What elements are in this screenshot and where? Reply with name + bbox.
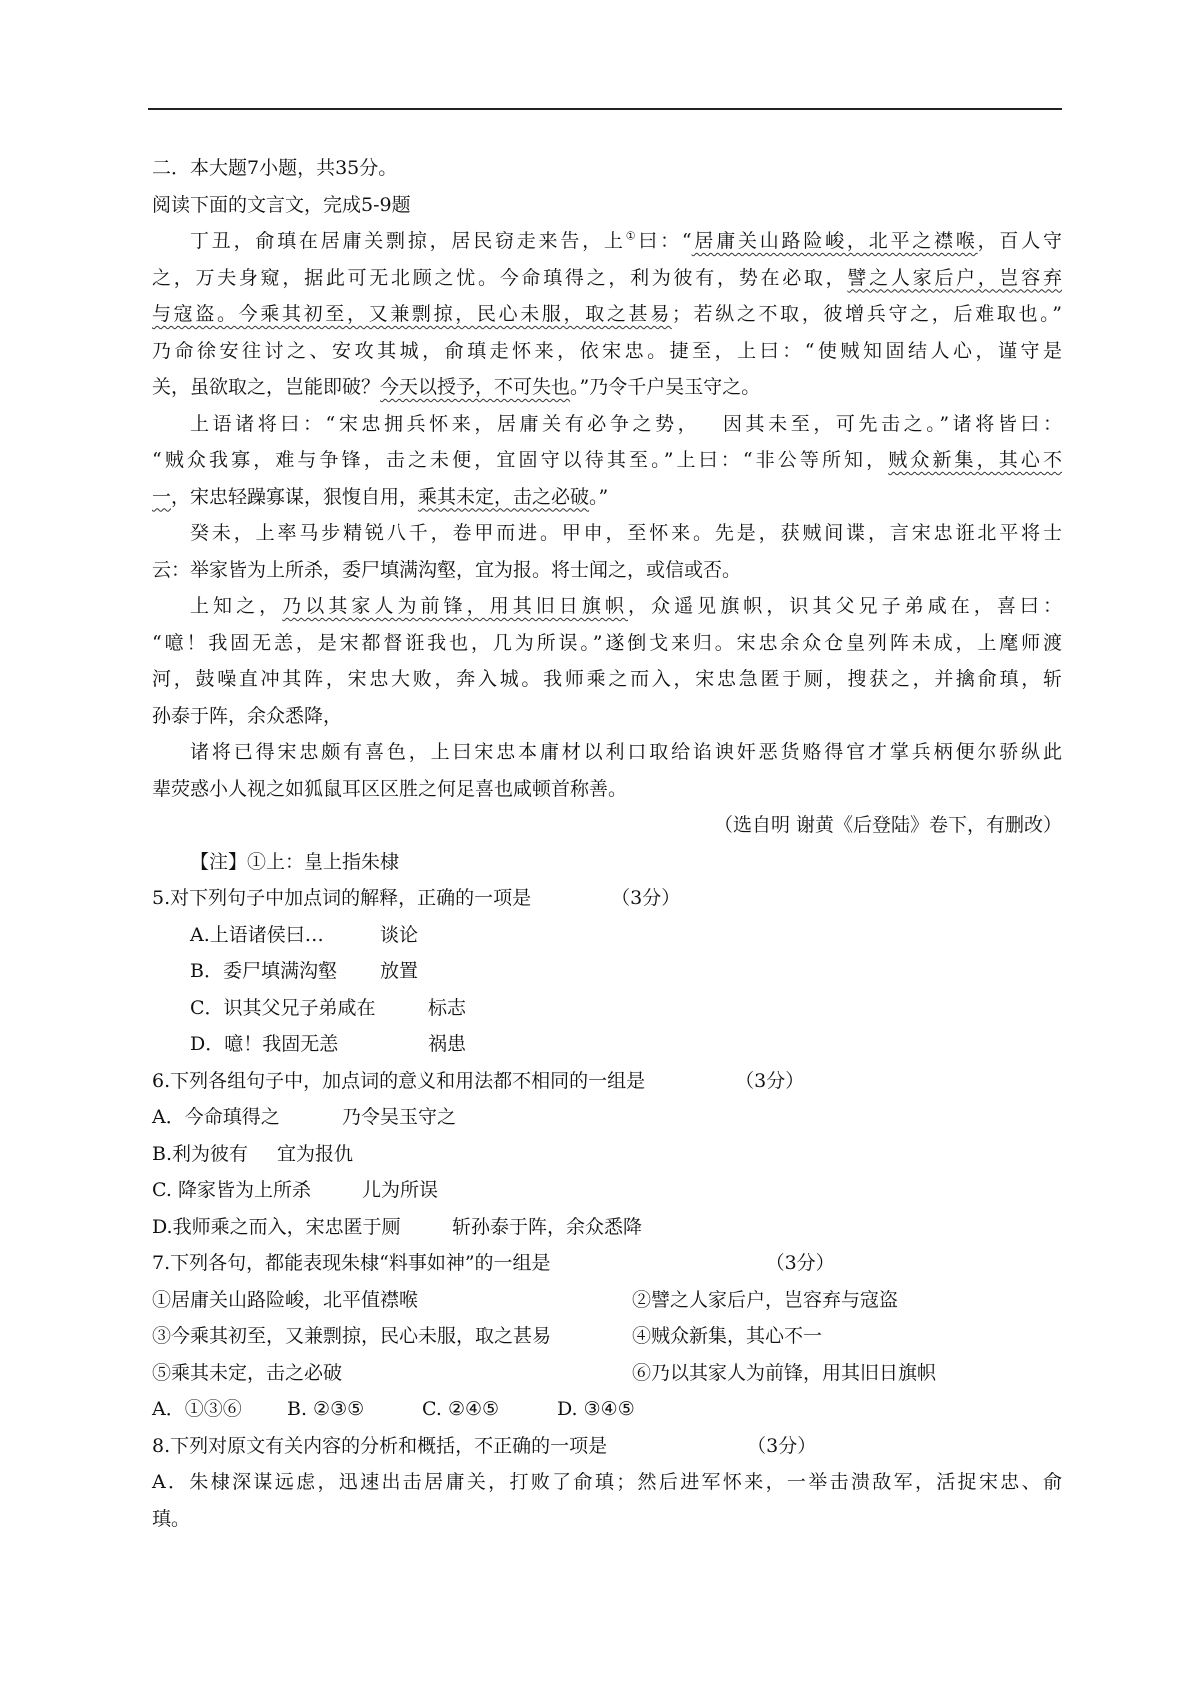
source-citation: （选自明 谢黄《后登陆》卷下，有删改） — [713, 814, 1062, 836]
passage-line: 上知之，乃以其家人为前锋，用其旧日旗帜，众遥见旗帜，识其父兄子弟咸在，喜曰： — [190, 595, 1062, 617]
passage-line: 辈荧惑小人视之如狐鼠耳区区胜之何足喜也咸顿首称善。 — [152, 777, 628, 800]
statement-row: ⑤乘其未定，击之必破 ⑥乃以其家人为前锋，用其旧日旗帜 — [152, 1361, 937, 1384]
passage-line: 癸未，上率马步精锐八千，卷甲而进。甲申，至怀来。先是，获贼间谍，言宋忠诳北平将士 — [190, 522, 1062, 544]
question-stem: 7.下列各句，都能表现朱棣“料事如神”的一组是 （3分） — [152, 1252, 835, 1274]
passage-paragraph-1 — [152, 223, 1062, 406]
question-stem: 8.下列对原文有关内容的分析和概括，不正确的一项是 （3分） — [152, 1434, 817, 1457]
question-stem: 5.对下列句子中加点词的解释，正确的一项是 （3分） — [152, 887, 681, 909]
option-a: A.上语诸侯曰… 谈论 — [190, 923, 419, 946]
passage-paragraph-4 — [152, 588, 1062, 734]
passage-line: 与寇盗。今乘其初至，又兼剽掠，民心未服，取之甚易；若纵之不取，彼增兵守之，后难取也。” — [152, 303, 1062, 325]
option-b: B.利为彼有 宜为报仇 — [152, 1142, 354, 1165]
wavy-underlined-text: 居庸关山路险峻，北平之襟喉 — [691, 230, 978, 252]
option-a-continued: 瑱。 — [152, 1507, 191, 1530]
wavy-underlined-text: 今天以授予，不可失也 — [380, 376, 571, 398]
option-a: A．朱棣深谋远虑，迅速出击居庸关，打败了俞瑱；然后进军怀来，一举击溃敌军，活捉宋忠、俞 — [152, 1471, 1062, 1493]
question-6 — [152, 1063, 1062, 1246]
footnote-marker: ① — [625, 229, 639, 243]
option-c: C. 降家皆为上所杀 儿为所误 — [152, 1179, 439, 1201]
question-score: （3分） — [735, 1069, 805, 1092]
section-header: 二．本大题7小题，共35分。 — [152, 157, 398, 179]
footnote: 【注】①上：皇上指朱棣 — [190, 850, 400, 873]
passage-paragraph-5 — [152, 734, 1062, 807]
answer-options: A．①③⑥ B. ②③⑤ C. ②④⑤ D. ③④⑤ — [152, 1398, 635, 1420]
question-stem: 6.下列各组句子中，加点词的意义和用法都不相同的一组是 （3分） — [152, 1069, 805, 1092]
wavy-underlined-text: 譬之人家后户，岂容弃 — [847, 266, 1062, 289]
passage-line: 河，鼓噪直冲其阵，宋忠大败，奔入城。我师乘之而入，宋忠急匿于厕，搜获之，并擒俞瑱，斩 — [152, 668, 1062, 690]
passage-paragraph-2 — [152, 406, 1062, 516]
passage-line: 之，万夫身窥，据此可无北顾之忧。今命瑱得之，利为彼有，势在必取，譬之人家后户，岂容弃 — [152, 266, 1062, 289]
wavy-underlined-text: 贼众新集，其心不 — [888, 449, 1062, 471]
option-d: D．噫！我固无恙 祸患 — [190, 1033, 467, 1055]
question-score: （3分） — [765, 1252, 835, 1274]
passage-line: 丁丑，俞瑱在居庸关剽掠，居民窃走来告，上①曰：“居庸关山路险峻，北平之襟喉，百人守 — [190, 229, 1062, 252]
passage-line: “噫！我固无恙，是宋都督诳我也，几为所误。”遂倒戈来归。宋忠余众仓皇列阵未成，上麾师渡 — [152, 631, 1062, 654]
passage-paragraph-3 — [152, 515, 1062, 588]
question-score: （3分） — [747, 1434, 817, 1457]
question-score: （3分） — [611, 887, 681, 909]
instruction: 阅读下面的文言文，完成5-9题 — [152, 193, 411, 216]
option-d: D.我师乘之而入，宋忠匿于厕 斩孙泰于阵，余众悉降 — [152, 1215, 643, 1238]
exam-page — [152, 150, 1062, 1537]
question-7 — [152, 1245, 1062, 1428]
passage-line: 诸将已得宋忠颇有喜色，上曰宋忠本庸材以利口取给谄谀奸恶货赂得官才掌兵柄便尔骄纵此 — [190, 741, 1062, 763]
passage-line: 孙泰于阵，余众悉降， — [152, 704, 343, 727]
statement-row: ①居庸关山路险峻，北平值襟喉 ②譬之人家后户，岂容弃与寇盗 — [152, 1288, 899, 1311]
option-c: C．识其父兄子弟咸在 标志 — [190, 996, 467, 1019]
statement-row: ③今乘其初至，又兼剽掠，民心未服，取之甚易 ④贼众新集，其心不一 — [152, 1325, 823, 1347]
wavy-underlined-text: 乃以其家人为前锋，用其旧日旗帜 — [282, 595, 629, 617]
question-5 — [152, 880, 1062, 1063]
option-b: B．委尸填满沟壑 放置 — [190, 960, 419, 982]
wavy-underlined-text: 乘其未定，击之必破 — [418, 485, 590, 508]
passage-line: “贼众我寡，难与争锋，击之未便，宜固守以待其至。”上曰：“非公等所知，贼众新集，其心不 — [152, 449, 1062, 471]
passage-line: 乃命徐安往讨之、安攻其城，俞瑱走怀来，依宋忠。捷至，上曰：“使贼知固结人心，谨守是 — [152, 339, 1062, 362]
passage-line: 上语诸将曰：“宋忠拥兵怀来，居庸关有必争之势， 因其未至，可先击之。”诸将皆曰： — [190, 412, 1062, 435]
header-rule — [148, 108, 1062, 110]
question-8 — [152, 1428, 1062, 1538]
passage-line: 一，宋忠轻躁寡谋，狠愎自用，乘其未定，击之必破。” — [152, 485, 609, 508]
passage-line: 关，虽欲取之，岂能即破？今天以授予，不可失也。”乃令千户吴玉守之。 — [152, 376, 761, 398]
option-a: A．今命瑱得之 乃令吴玉守之 — [152, 1106, 457, 1128]
wavy-underlined-text: 一 — [152, 485, 172, 508]
wavy-underlined-text: 与寇盗。今乘其初至，又兼剽掠，民心未服，取之甚易 — [152, 303, 672, 325]
passage-line: 云：举家皆为上所杀，委尸填满沟壑，宜为报。将士闻之，或信或否。 — [152, 558, 742, 581]
